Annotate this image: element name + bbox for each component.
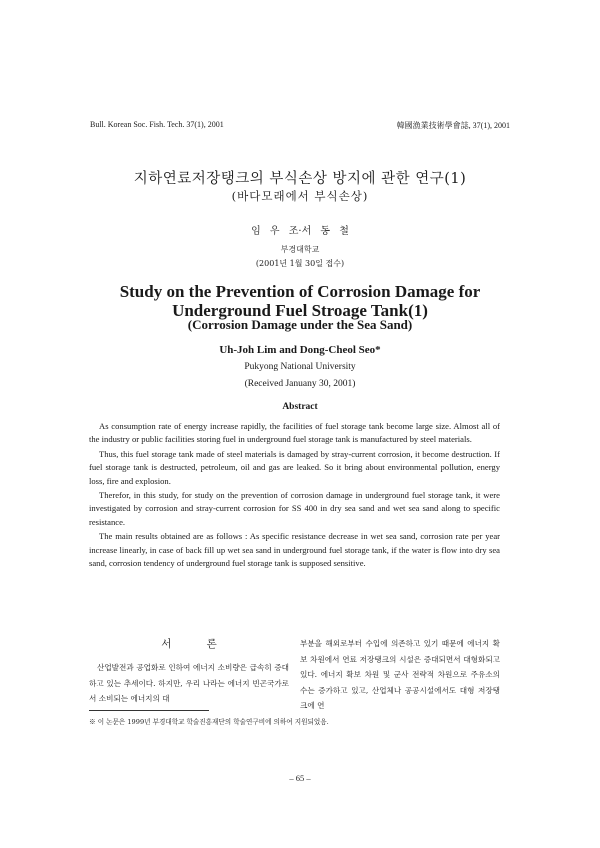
body-column-right: [300, 636, 500, 714]
abstract-paragraph: The main results obtained are as follows : As specific resistance decrease in wet sea sand, corrosion rate per year increase linearly, in case of back fill up wet sea sand in underground fuel storage tank, if the water is flow into dry sea sand, corrosion tendency of underground fuel storage tank is supposed sensitive.: [89, 531, 500, 569]
english-affiliation: Pukyong National University: [244, 362, 356, 372]
body-column-left: [89, 636, 289, 707]
footnote-divider: [89, 710, 209, 711]
abstract-paragraph: Thus, this fuel storage tank made of steel materials is damaged by stray-current corrosion, it become destruction. If fuel storage tank is destructed, petroleum, oil and gas are leaked. So it bring about environmental pollution, energy loss, fire and explosion.: [89, 448, 500, 486]
page-number: – 65 –: [289, 773, 311, 783]
english-title: [0, 282, 600, 320]
abstract-body: [89, 420, 500, 571]
english-subtitle: (Corrosion Damage under the Sea Sand): [187, 317, 413, 332]
abstract-paragraph: As consumption rate of energy increase rapidly, the facilities of fuel storage tank become large size. Almost all of the industry or public facilities storing fuel in underground fuel storage tank is manufactured by steel materials.: [89, 421, 500, 445]
english-authors: Uh-Joh Lim and Dong-Cheol Seo*: [219, 344, 381, 356]
running-header: [90, 120, 510, 132]
journal-citation-english: Bull. Korean Soc. Fish. Tech. 37(1), 2001: [90, 120, 224, 129]
journal-citation-korean: 韓國漁業技術學會誌, 37(1), 2001: [396, 121, 510, 130]
abstract-paragraph: Therefor, in this study, for study on the prevention of corrosion damage in underground fuel storage tank, it were investigated by corrosion and stray-current corrosion for SS 400 in dry sea sand and wet sea sand along to specific resistance.: [89, 490, 500, 527]
footnote: ※ 이 논문은 1999년 부경대학교 학술진흥재단의 학술연구비에 의하여 지원되었음.: [89, 718, 329, 726]
korean-authors: 임 우 조·서 동 철: [251, 226, 349, 237]
korean-subtitle: (바다모래에서 부식손상): [231, 189, 369, 203]
korean-received-date: (2001년 1월 30일 접수): [255, 259, 345, 268]
korean-title: 지하연료저장탱크의 부식손상 방지에 관한 연구(1): [133, 171, 467, 187]
section-heading-introduction: 서 론: [161, 638, 233, 650]
english-received-date: (Received Januany 30, 2001): [244, 379, 356, 389]
abstract-heading: Abstract: [282, 402, 318, 412]
english-title-line-1: Study on the Prevention of Corrosion Damage for: [119, 282, 481, 301]
english-title-line-2: Underground Fuel Stroage Tank(1): [172, 301, 428, 320]
body-paragraph: 부분을 해외로부터 수입에 의존하고 있기 때문에 에너지 확보 차원에서 연료 저장탱크의 시설은 증대되면서 대형화되고 있다. 에너지 확보 차원 및 군사 전략적 차원으로 주유소의 수는 증가하고 있고, 산업체나 공공시설에서도 대형 저장탱크에 연: [300, 639, 500, 711]
body-paragraph: 산업발전과 공업화로 인하여 에너지 소비량은 급속히 증대하고 있는 추세이다. 하지만, 우리 나라는 에너지 빈곤국가로서 소비되는 에너지의 대: [89, 663, 289, 704]
korean-affiliation: 부경대학교: [280, 245, 320, 254]
